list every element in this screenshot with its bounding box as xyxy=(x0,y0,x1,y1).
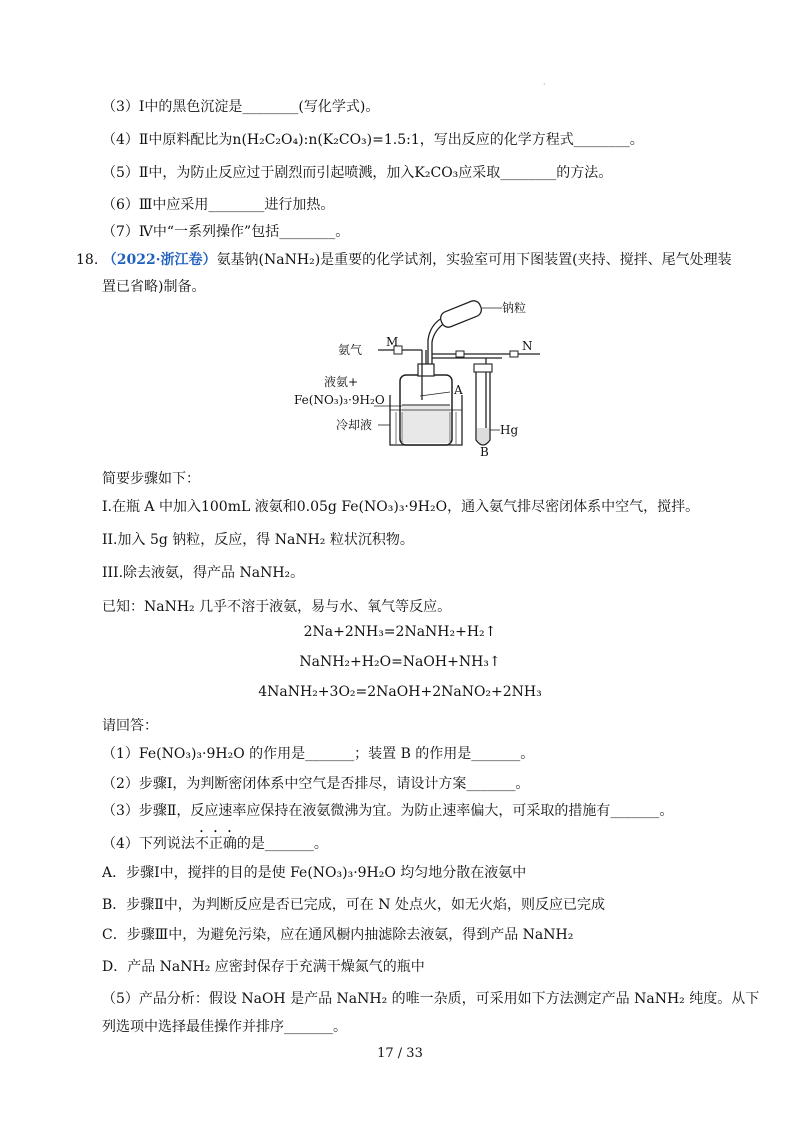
label-sodium: 钠粒 xyxy=(502,301,527,315)
equation-3: 4NaNH₂+3O₂=2NaOH+2NaNO₂+2NH₃ xyxy=(258,684,542,700)
step-2: II.加入 5g 钠粒，反应，得 NaNH₂ 粒状沉积物。 xyxy=(102,532,414,548)
test-tube-B xyxy=(474,364,500,445)
label-coolant: 冷却液 xyxy=(336,418,373,432)
sub-question-2: （2）步骤Ⅰ，为判断密闭体系中空气是否排尽，请设计方案_______。 xyxy=(102,776,530,792)
step-3: III.除去液氨，得产品 NaNH₂。 xyxy=(102,565,305,581)
steps-title: 简要步骤如下： xyxy=(102,471,200,487)
sub4-emphasis: 不正确 xyxy=(194,836,237,852)
label-A: A xyxy=(454,383,463,397)
option-B: B．步骤Ⅱ中，为判断反应是否已完成，可在 N 处点火，如无火焰，则反应已完成 xyxy=(102,897,605,913)
question-source: （2022·浙江卷） xyxy=(102,252,217,268)
q18-line1 xyxy=(76,249,732,269)
answer-prompt: 请回答： xyxy=(102,718,158,734)
q17-part6: （6）Ⅲ中应采用________进行加热。 xyxy=(102,197,335,213)
sub-question-5-line1: （5）产品分析：假设 NaOH 是产品 NaNH₂ 的唯一杂质，可采用如下方法测定产品 NaNH₂ 纯度。从下 xyxy=(102,991,760,1007)
label-liquid-ammonia: 液氨+ xyxy=(324,375,359,389)
label-Hg: Hg xyxy=(500,423,519,437)
option-D: D．产品 NaNH₂ 应密封保存于充满干燥氮气的瓶中 xyxy=(102,959,425,975)
sub-question-4 xyxy=(102,828,328,853)
question-intro: 氨基钠(NaNH₂)是重要的化学试剂，实验室可用下图装置(夹持、搅拌、尾气处理装 xyxy=(216,252,732,268)
label-B: B xyxy=(480,445,489,459)
question-number: 18. xyxy=(76,252,99,268)
label-ammonia-gas: 氨气 xyxy=(338,343,363,357)
q17-part3: （3）Ⅰ中的黑色沉淀是________(写化学式)。 xyxy=(102,99,380,115)
label-N: N xyxy=(522,339,533,353)
flask-A xyxy=(400,364,452,445)
step-1: I.在瓶 A 中加入100mL 液氨和0.05g Fe(NO₃)₃·9H₂O，通入氨气排尽密闭体系中空气，搅拌。 xyxy=(102,499,700,515)
sub4-prefix: （4）下列说法 xyxy=(102,836,195,852)
sub-question-1: （1）Fe(NO₃)₃·9H₂O 的作用是_______；装置 B 的作用是_______。 xyxy=(102,746,535,762)
q17-part4: （4）Ⅱ中原料配比为n(H₂C₂O₄):n(K₂CO₃)=1.5:1，写出反应的化学方程式________。 xyxy=(102,132,644,148)
equation-2: NaNH₂+H₂O=NaOH+NH₃↑ xyxy=(299,654,501,670)
sub-question-5-line2: 列选项中选择最佳操作并排序_______。 xyxy=(102,1019,347,1035)
sub4-suffix: 的是_______。 xyxy=(236,836,328,852)
option-C: C．步骤Ⅲ中，为避免污染，应在通风橱内抽滤除去液氨，得到产品 NaNH₂ xyxy=(102,927,574,943)
sub-question-3: （3）步骤Ⅱ，反应速率应保持在液氨微沸为宜。为防止速率偏大，可采取的措施有_______。 xyxy=(102,803,674,819)
label-ferric-nitrate: Fe(NO₃)₃·9H₂O xyxy=(294,393,385,407)
option-A: A．步骤Ⅰ中，搅拌的目的是使 Fe(NO₃)₃·9H₂O 均匀地分散在液氨中 xyxy=(102,865,527,881)
apparatus-diagram xyxy=(290,300,550,460)
q17-part7: （7）Ⅳ中“一系列操作”包括________。 xyxy=(102,224,350,240)
corner-mark: · xyxy=(543,80,546,89)
q17-part5: （5）Ⅱ中，为防止反应过于剧烈而引起喷溅，加入K₂CO₃应采取________的方法。 xyxy=(102,165,613,181)
equation-1: 2Na+2NH₃=2NaNH₂+H₂↑ xyxy=(303,624,497,640)
label-M: M xyxy=(386,335,399,349)
known-info: 已知：NaNH₂ 几乎不溶于液氨，易与水、氧气等反应。 xyxy=(102,599,452,615)
page-number: 17 / 33 xyxy=(377,1046,423,1061)
q18-line2: 置已省略)制备。 xyxy=(102,279,206,295)
